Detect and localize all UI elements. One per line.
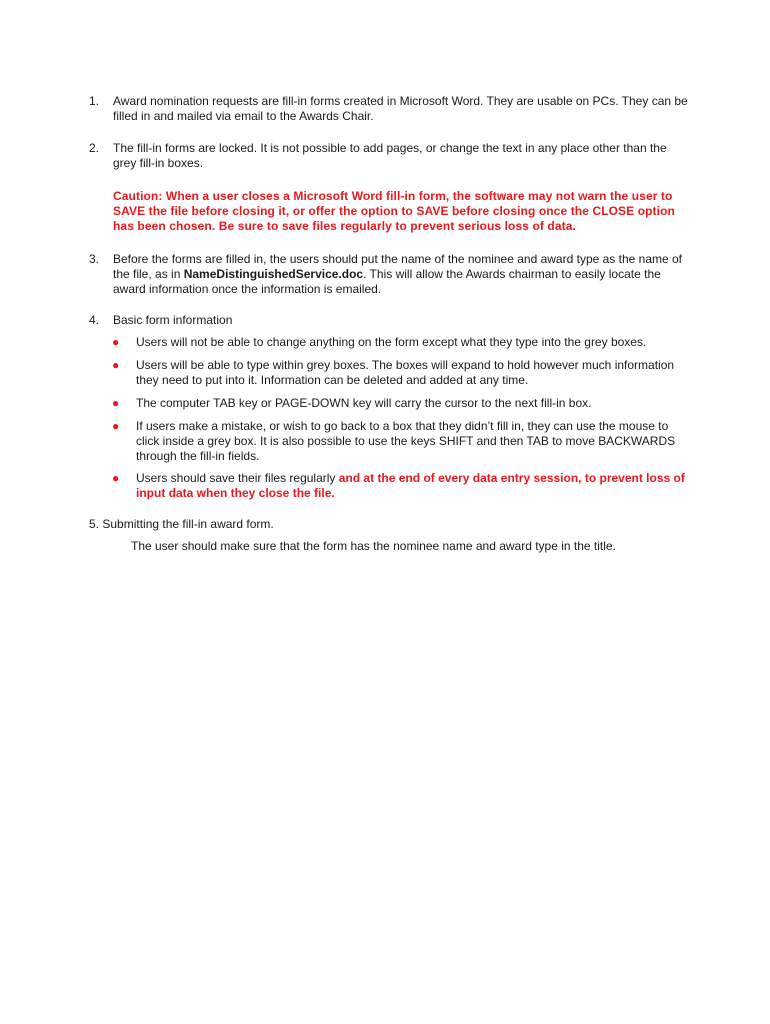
list-number: 2. bbox=[89, 141, 100, 155]
bullet-item bbox=[112, 419, 692, 464]
bullet-text-plain: Users should save their files regularly bbox=[136, 471, 339, 485]
list-item-3 bbox=[89, 252, 689, 297]
list-number: 1. bbox=[89, 94, 100, 108]
bullet-text: If users make a mistake, or wish to go back to a box that they didn’t fill in, they can use the mouse to click inside a grey box. It is also possible to use the keys SHIFT and then TAB to move BACKWARDS through the fill-in fields. bbox=[136, 419, 676, 463]
red-bullet-icon: ● bbox=[112, 419, 120, 433]
example-filename: NameDistinguishedService.doc bbox=[183, 267, 364, 281]
list-item-text: Basic form information bbox=[113, 313, 233, 327]
bullet-text: Users will not be able to change anything on the form except what they type into the grey boxes. bbox=[136, 335, 647, 349]
list-number: 4. bbox=[89, 313, 100, 327]
item-text-before: Before the forms are filled in, the users should put the name of the nominee and award type as the name of the file, as in bbox=[113, 252, 683, 281]
red-bullet-icon: ● bbox=[112, 471, 120, 485]
section-5-note: The user should make sure that the form has the nominee name and award type in the title. bbox=[131, 539, 616, 553]
red-bullet-icon: ● bbox=[112, 335, 120, 349]
caution-note: Caution: When a user closes a Microsoft Word fill-in form, the software may not warn the user to SAVE the file before closing it, or offer the option to SAVE before closing once the CLOSE option has been chosen. Be sure to save files regularly to prevent serious loss of data. bbox=[113, 189, 675, 233]
red-bullet-icon: ● bbox=[112, 358, 120, 372]
bullet-item bbox=[112, 396, 692, 411]
bullet-text-emphasis: and at the end of every data entry session, to prevent loss of input data when they close the file. bbox=[136, 471, 685, 500]
bullet-text bbox=[136, 471, 692, 501]
list-item-4 bbox=[89, 313, 689, 328]
list-item-1 bbox=[89, 94, 689, 124]
bullet-text: The computer TAB key or PAGE-DOWN key will carry the cursor to the next fill-in box. bbox=[136, 396, 592, 410]
red-bullet-icon: ● bbox=[112, 396, 120, 410]
bullet-item bbox=[112, 471, 692, 501]
bullet-text: Users will be able to type within grey boxes. The boxes will expand to hold however much information they need to put into it. Information can be deleted and added at any time. bbox=[136, 358, 675, 387]
item-text-after: . This will allow the Awards chairman to easily locate the award information once the information is emailed. bbox=[113, 267, 661, 296]
list-item-2 bbox=[89, 141, 689, 171]
bullet-item bbox=[112, 358, 692, 388]
list-item-text bbox=[113, 252, 689, 297]
bullet-item bbox=[112, 335, 692, 350]
list-item-text: The fill-in forms are locked. It is not possible to add pages, or change the text in any place other than the grey fill-in boxes. bbox=[113, 141, 667, 170]
list-number: 3. bbox=[89, 252, 100, 266]
list-item-text: Award nomination requests are fill-in forms created in Microsoft Word. They are usable on PCs. They can be filled in and mailed via email to the Awards Chair. bbox=[113, 94, 688, 123]
section-5-heading: 5. Submitting the fill-in award form. bbox=[89, 517, 274, 531]
